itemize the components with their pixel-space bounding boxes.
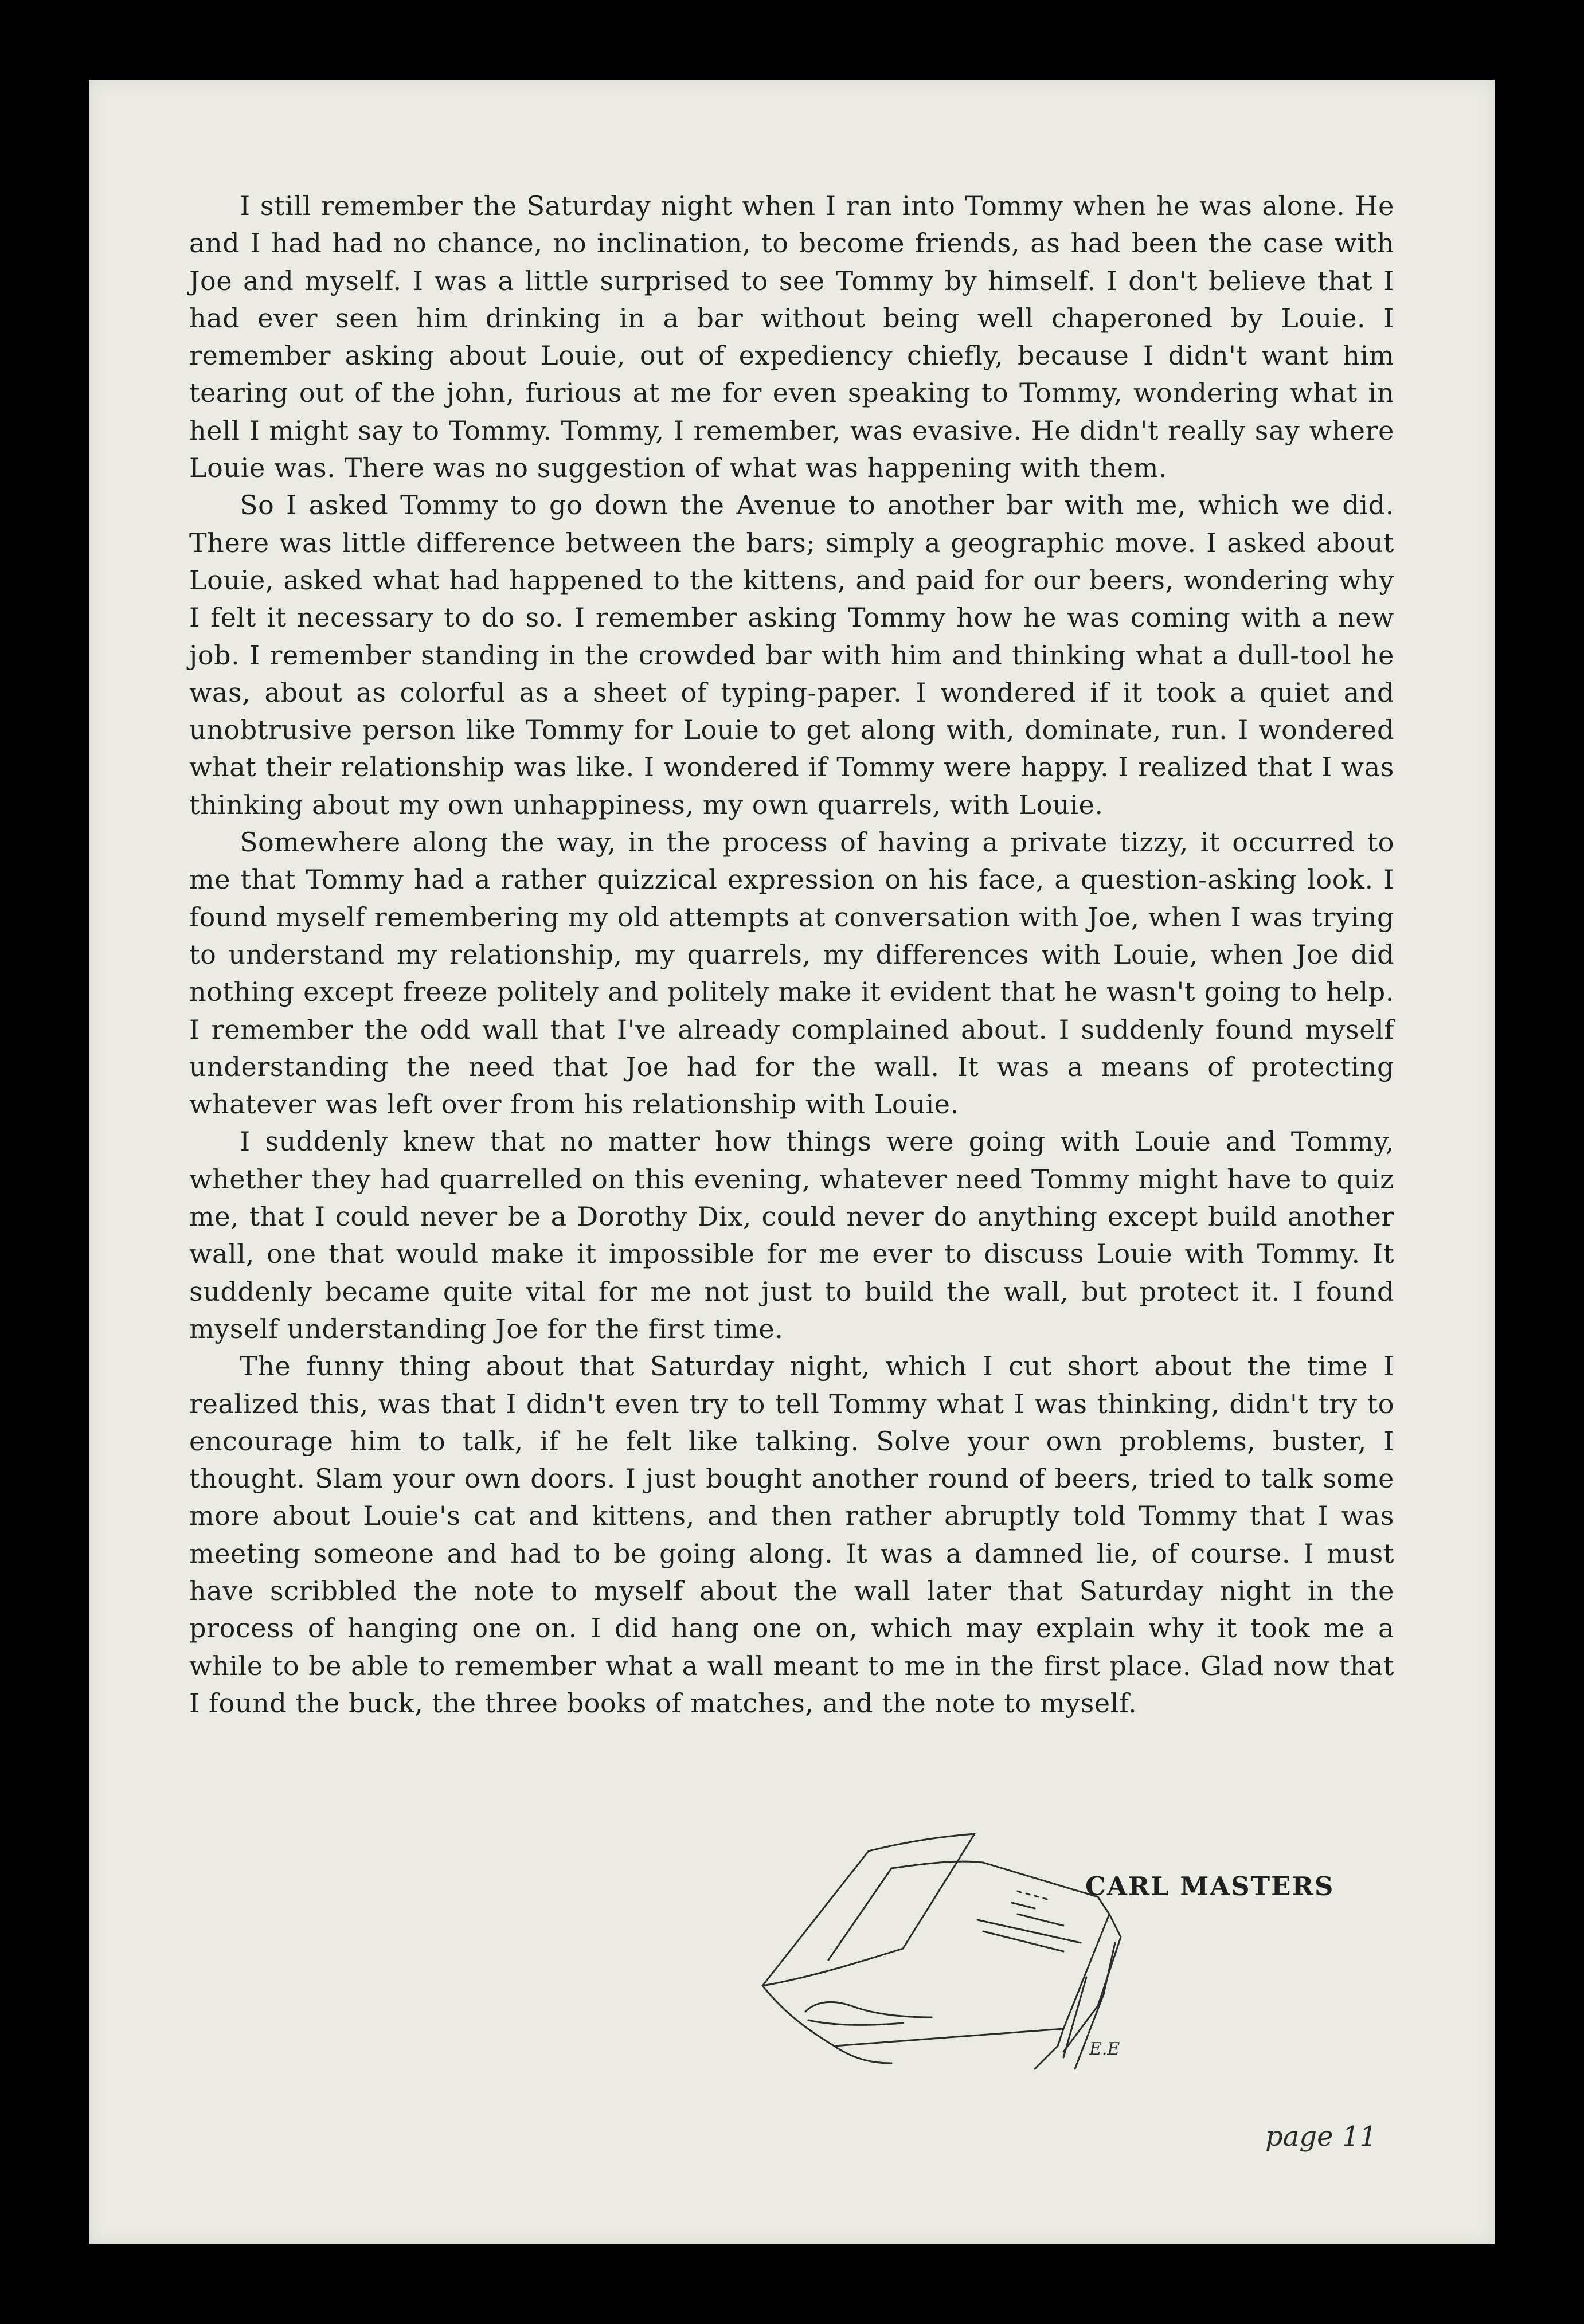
page-number: page 11 <box>1265 2120 1377 2153</box>
illustrator-initials: E.E <box>1089 2039 1120 2059</box>
paragraph-1: I still remember the Saturday night when I ran into Tommy when he was alone. He and I had had no chance, no inclination, to become friends, as had been the case with Joe and myself. I was a little surprised to see Tommy by himself. I don't believe that I had ever seen him drinking in a bar without being well chaperoned by Louie. I remember asking about Louie, out of expediency chiefly, because I didn't want him tearing out of the john, furious at me for even speaking to Tommy, wondering what in hell I might say to Tommy. Tommy, I remember, was evasive. He didn't really say where Louie was. There was no suggestion of what was happening with them. <box>189 190 1394 484</box>
paragraph-4: I suddenly knew that no matter how things were going with Louie and Tommy, whether they had quarrelled on this evening, whatever need Tommy might have to quiz me, that I could never be a Dorothy Dix, could never do anything except build another wall, one that would make it impossible for me ever to discuss Louie with Tommy. It suddenly became quite vital for me not just to build the wall, but protect it. I found myself understanding Joe for the first time. <box>189 1126 1394 1344</box>
paragraph-2: So I asked Tommy to go down the Avenue to another bar with me, which we did. There was little difference between the bars; simply a geographic move. I asked about Louie, asked what had happened to the kittens, and paid for our beers, wondering why I felt it necessary to do so. I remember asking Tommy how he was coming with a new job. I remember standing in the crowded bar with him and thinking what a dull-tool he was, about as colorful as a sheet of typing-paper. I wondered if it took a quiet and unobtrusive person like Tommy for Louie to get along with, dominate, run. I wondered what their relationship was like. I wondered if Tommy were happy. I realized that I was thinking about my own unhappiness, my own quarrels, with Louie. <box>189 490 1394 820</box>
author-byline: CARL MASTERS <box>1085 1871 1335 1902</box>
article-body <box>189 187 1394 1722</box>
paragraph-5: The funny thing about that Saturday night, which I cut short about the time I realized this, was that I didn't even try to tell Tommy what I was thinking, didn't try to encourage him to talk, if he felt like talking. Solve your own problems, buster, I thought. Slam your own doors. I just bought another round of beers, tried to talk some more about Louie's cat and kittens, and then rather abruptly told Tommy that I was meeting someone and had to be going along. It was a damned lie, of course. I must have scribbled the note to myself about the wall later that Saturday night in the process of hanging one on. I did hang one on, which may explain why it took me a while to be able to remember what a wall meant to me in the first place. Glad now that I found the buck, the three books of matches, and the note to myself. <box>189 1351 1394 1719</box>
matchbook-illustration <box>662 1828 1178 2149</box>
paragraph-3: Somewhere along the way, in the process of having a private tizzy, it occurred to me that Tommy had a rather quizzical expression on his face, a question-asking look. I found myself remembering my old attempts at conversation with Joe, when I was trying to understand my relationship, my quarrels, my differences with Louie, when Joe did nothing except freeze politely and politely make it evident that he wasn't going to help. I remember the odd wall that I've already complained about. I suddenly found myself understanding the need that Joe had for the wall. It was a means of protecting whatever was left over from his relationship with Louie. <box>189 827 1394 1120</box>
magazine-page <box>89 80 1495 2244</box>
